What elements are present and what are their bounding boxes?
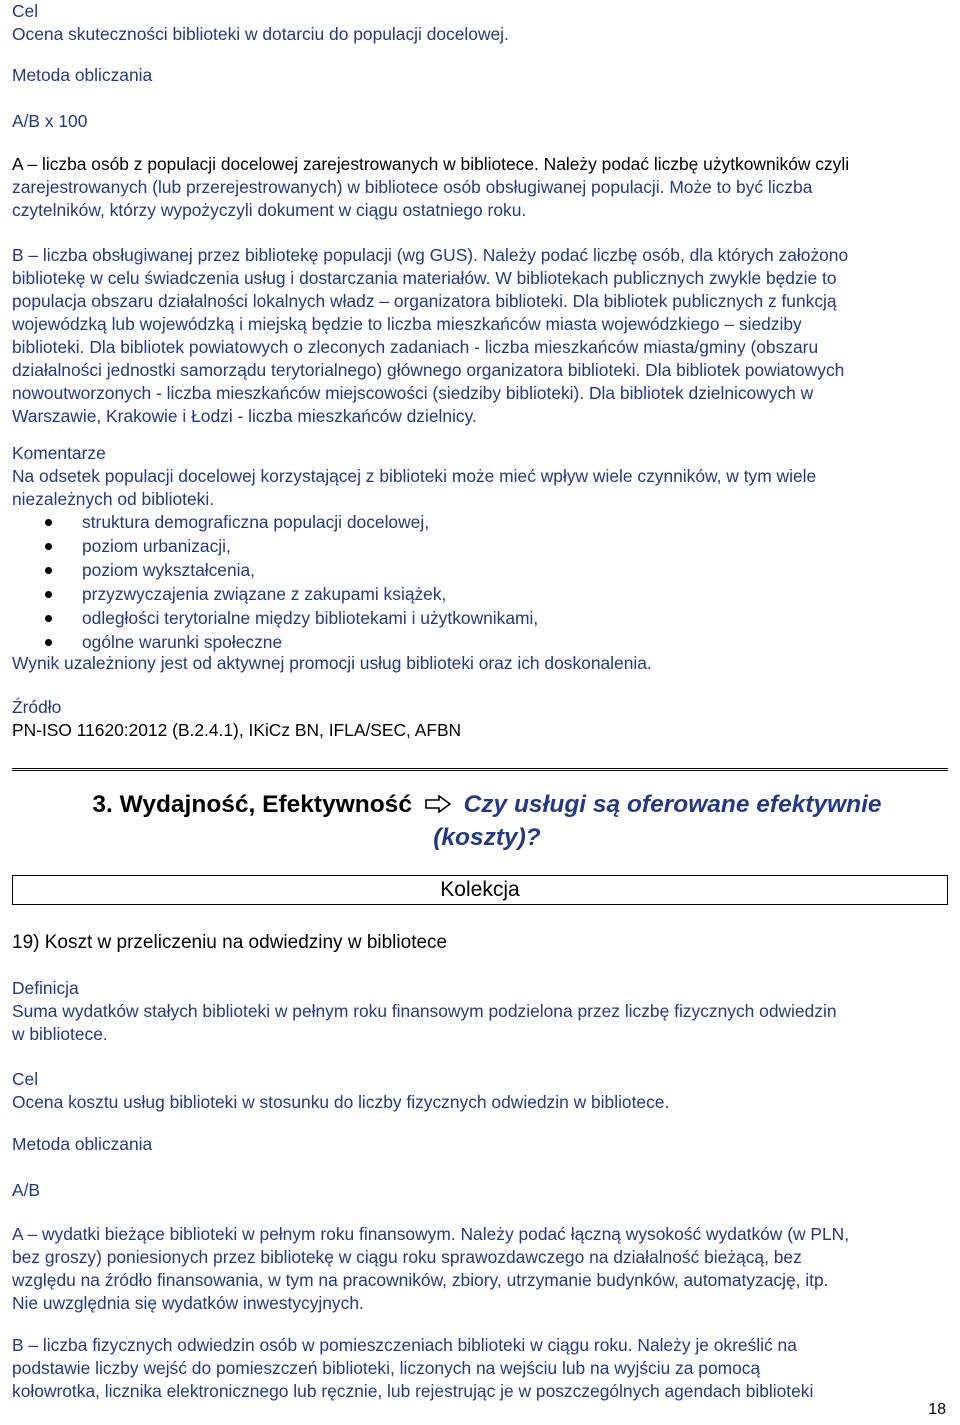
- zrodlo-text: PN-ISO 11620:2012 (B.2.4.1), IKiCz BN, IFLA/SEC, AFBN: [12, 720, 462, 740]
- list-item: poziom wykształcenia,: [12, 559, 948, 583]
- indicator-metoda-heading: Metoda obliczania: [12, 1134, 153, 1154]
- b-definition: [12, 244, 948, 428]
- wynik: [12, 652, 948, 675]
- b-line: Warszawie, Krakowie i Łodzi - liczba mieszkańców dzielnicy.: [12, 406, 477, 426]
- komentarze-heading: Komentarze: [12, 443, 106, 463]
- indicator-formula-text: A/B: [12, 1180, 41, 1200]
- formula: [12, 110, 948, 133]
- category-label: Kolekcja: [440, 878, 520, 901]
- cel-heading: Cel: [12, 1, 39, 21]
- komentarze-section: [12, 442, 948, 511]
- section-title: [52, 789, 922, 854]
- indicator-cel-section: [12, 1068, 948, 1114]
- factor-list: [12, 511, 948, 655]
- list-item: ogólne warunki społeczne: [12, 631, 948, 655]
- definicja-heading: Definicja: [12, 978, 79, 998]
- a-definition: [12, 153, 948, 222]
- section-title-main: 3. Wydajność, Efektywność: [92, 791, 412, 818]
- page-number: 18: [928, 1401, 946, 1418]
- b-line: nowoutworzonych - liczba mieszkańców miejscowości (siedziby biblioteki). Dla bibliotek dzielnicowych w: [12, 383, 814, 403]
- indicator-a-line: A – wydatki bieżące biblioteki w pełnym roku finansowym. Należy podać łączną wysokość wydatków (w PLN,: [12, 1224, 850, 1244]
- definicja-line: w bibliotece.: [12, 1024, 108, 1044]
- list-item: przyzwyczajenia związane z zakupami książek,: [12, 583, 948, 607]
- indicator-b-line: B – liczba fizycznych odwiedzin osób w pomieszczeniach biblioteki w ciągu roku. Należy je określić na: [12, 1335, 797, 1355]
- b-line: bibliotekę w celu świadczenia usług i dostarczania materiałów. W bibliotekach publicznych zwykle będzie to: [12, 268, 837, 288]
- indicator-cel-heading: Cel: [12, 1069, 39, 1089]
- definicja-section: [12, 977, 948, 1046]
- section-title-question: Czy usługi są oferowane efektywnie: [463, 791, 882, 818]
- list-item: poziom urbanizacji,: [12, 535, 948, 559]
- indicator-metoda-section: [12, 1133, 948, 1156]
- metoda-heading: Metoda obliczania: [12, 65, 153, 85]
- a-line: A – liczba osób z populacji docelowej zarejestrowanych w bibliotece. Należy podać liczbę użytkowników czyli: [12, 154, 850, 174]
- formula-text: A/B x 100: [12, 111, 88, 131]
- indicator-a-definition: [12, 1223, 948, 1315]
- list-item: odległości terytorialne między bibliotekami i użytkownikami,: [12, 607, 948, 631]
- section-title-question-end: (koszty)?: [433, 823, 541, 851]
- komentarze-line: Na odsetek populacji docelowej korzystającej z biblioteki może mieć wpływ wiele czynników, w tym wiele: [12, 466, 817, 486]
- indicator-b-definition: [12, 1334, 948, 1403]
- cel-text: Ocena skuteczności biblioteki w dotarciu do populacji docelowej.: [12, 24, 509, 44]
- metoda-section: [12, 64, 948, 87]
- b-line: działalności jednostki samorządu terytorialnego) głównego organizatora biblioteki. Dla bibliotek powiatowych: [12, 360, 845, 380]
- indicator-title-text: 19) Koszt w przeliczeniu na odwiedziny w bibliotece: [12, 932, 448, 953]
- indicator-b-line: podstawie liczby wejść do pomieszczeń biblioteki, liczonych na wejściu lub na wyjściu za pomocą: [12, 1358, 761, 1378]
- category-box: [12, 875, 948, 905]
- a-line: zarejestrowanych (lub przerejestrowanych) w bibliotece osób obsługiwanej populacji. Może to być liczba: [12, 177, 813, 197]
- indicator-title: [12, 931, 447, 955]
- zrodlo-heading: Źródło: [12, 697, 62, 717]
- wynik-text: Wynik uzależniony jest od aktywnej promocji usług biblioteki oraz ich doskonalenia.: [12, 653, 652, 673]
- indicator-a-line: bez groszy) poniesionych przez bibliotekę w ciągu roku sprawozdawczego na działalność bieżącą, bez: [12, 1247, 802, 1267]
- b-line: biblioteki. Dla bibliotek powiatowych o zleconych zadaniach - liczba mieszkańców miasta/gminy (obszaru: [12, 337, 819, 357]
- indicator-b-line: kołowrotka, licznika elektronicznego lub ręcznie, lub rejestrując je w poszczególnych agendach biblioteki: [12, 1381, 814, 1401]
- list-item: struktura demograficzna populacji docelowej,: [12, 511, 948, 535]
- indicator-formula: [12, 1179, 948, 1202]
- b-line: populacja obszaru działalności lokalnych władz – organizatora biblioteki. Dla bibliotek publicznych z funkcją: [12, 291, 837, 311]
- factor-list-container: [12, 511, 948, 655]
- definicja-line: Suma wydatków stałych biblioteki w pełnym roku finansowym podzielona przez liczbę fizycznych odwiedzin: [12, 1001, 837, 1021]
- komentarze-line: niezależnych od biblioteki.: [12, 489, 215, 509]
- b-line: B – liczba obsługiwanej przez bibliotekę populacji (wg GUS). Należy podać liczbę osób, dla których założono: [12, 245, 849, 265]
- b-line: wojewódzką lub wojewódzką i miejską będzie to liczba mieszkańców miasta wojewódzkiego – siedziby: [12, 314, 802, 334]
- arrow-right-icon: [425, 790, 451, 822]
- zrodlo-section: [12, 696, 948, 742]
- indicator-a-line: względu na źródło finansowania, w tym na pracowników, zbiory, utrzymanie budynków, automatyzację, itp.: [12, 1270, 829, 1290]
- section-divider: [12, 768, 948, 771]
- indicator-a-line: Nie uwzględnia się wydatków inwestycyjnych.: [12, 1293, 364, 1313]
- a-line: czytelników, którzy wypożyczyli dokument w ciągu ostatniego roku.: [12, 200, 527, 220]
- cel-section: [12, 0, 948, 46]
- indicator-cel-text: Ocena kosztu usług biblioteki w stosunku do liczby fizycznych odwiedzin w bibliotece.: [12, 1092, 670, 1112]
